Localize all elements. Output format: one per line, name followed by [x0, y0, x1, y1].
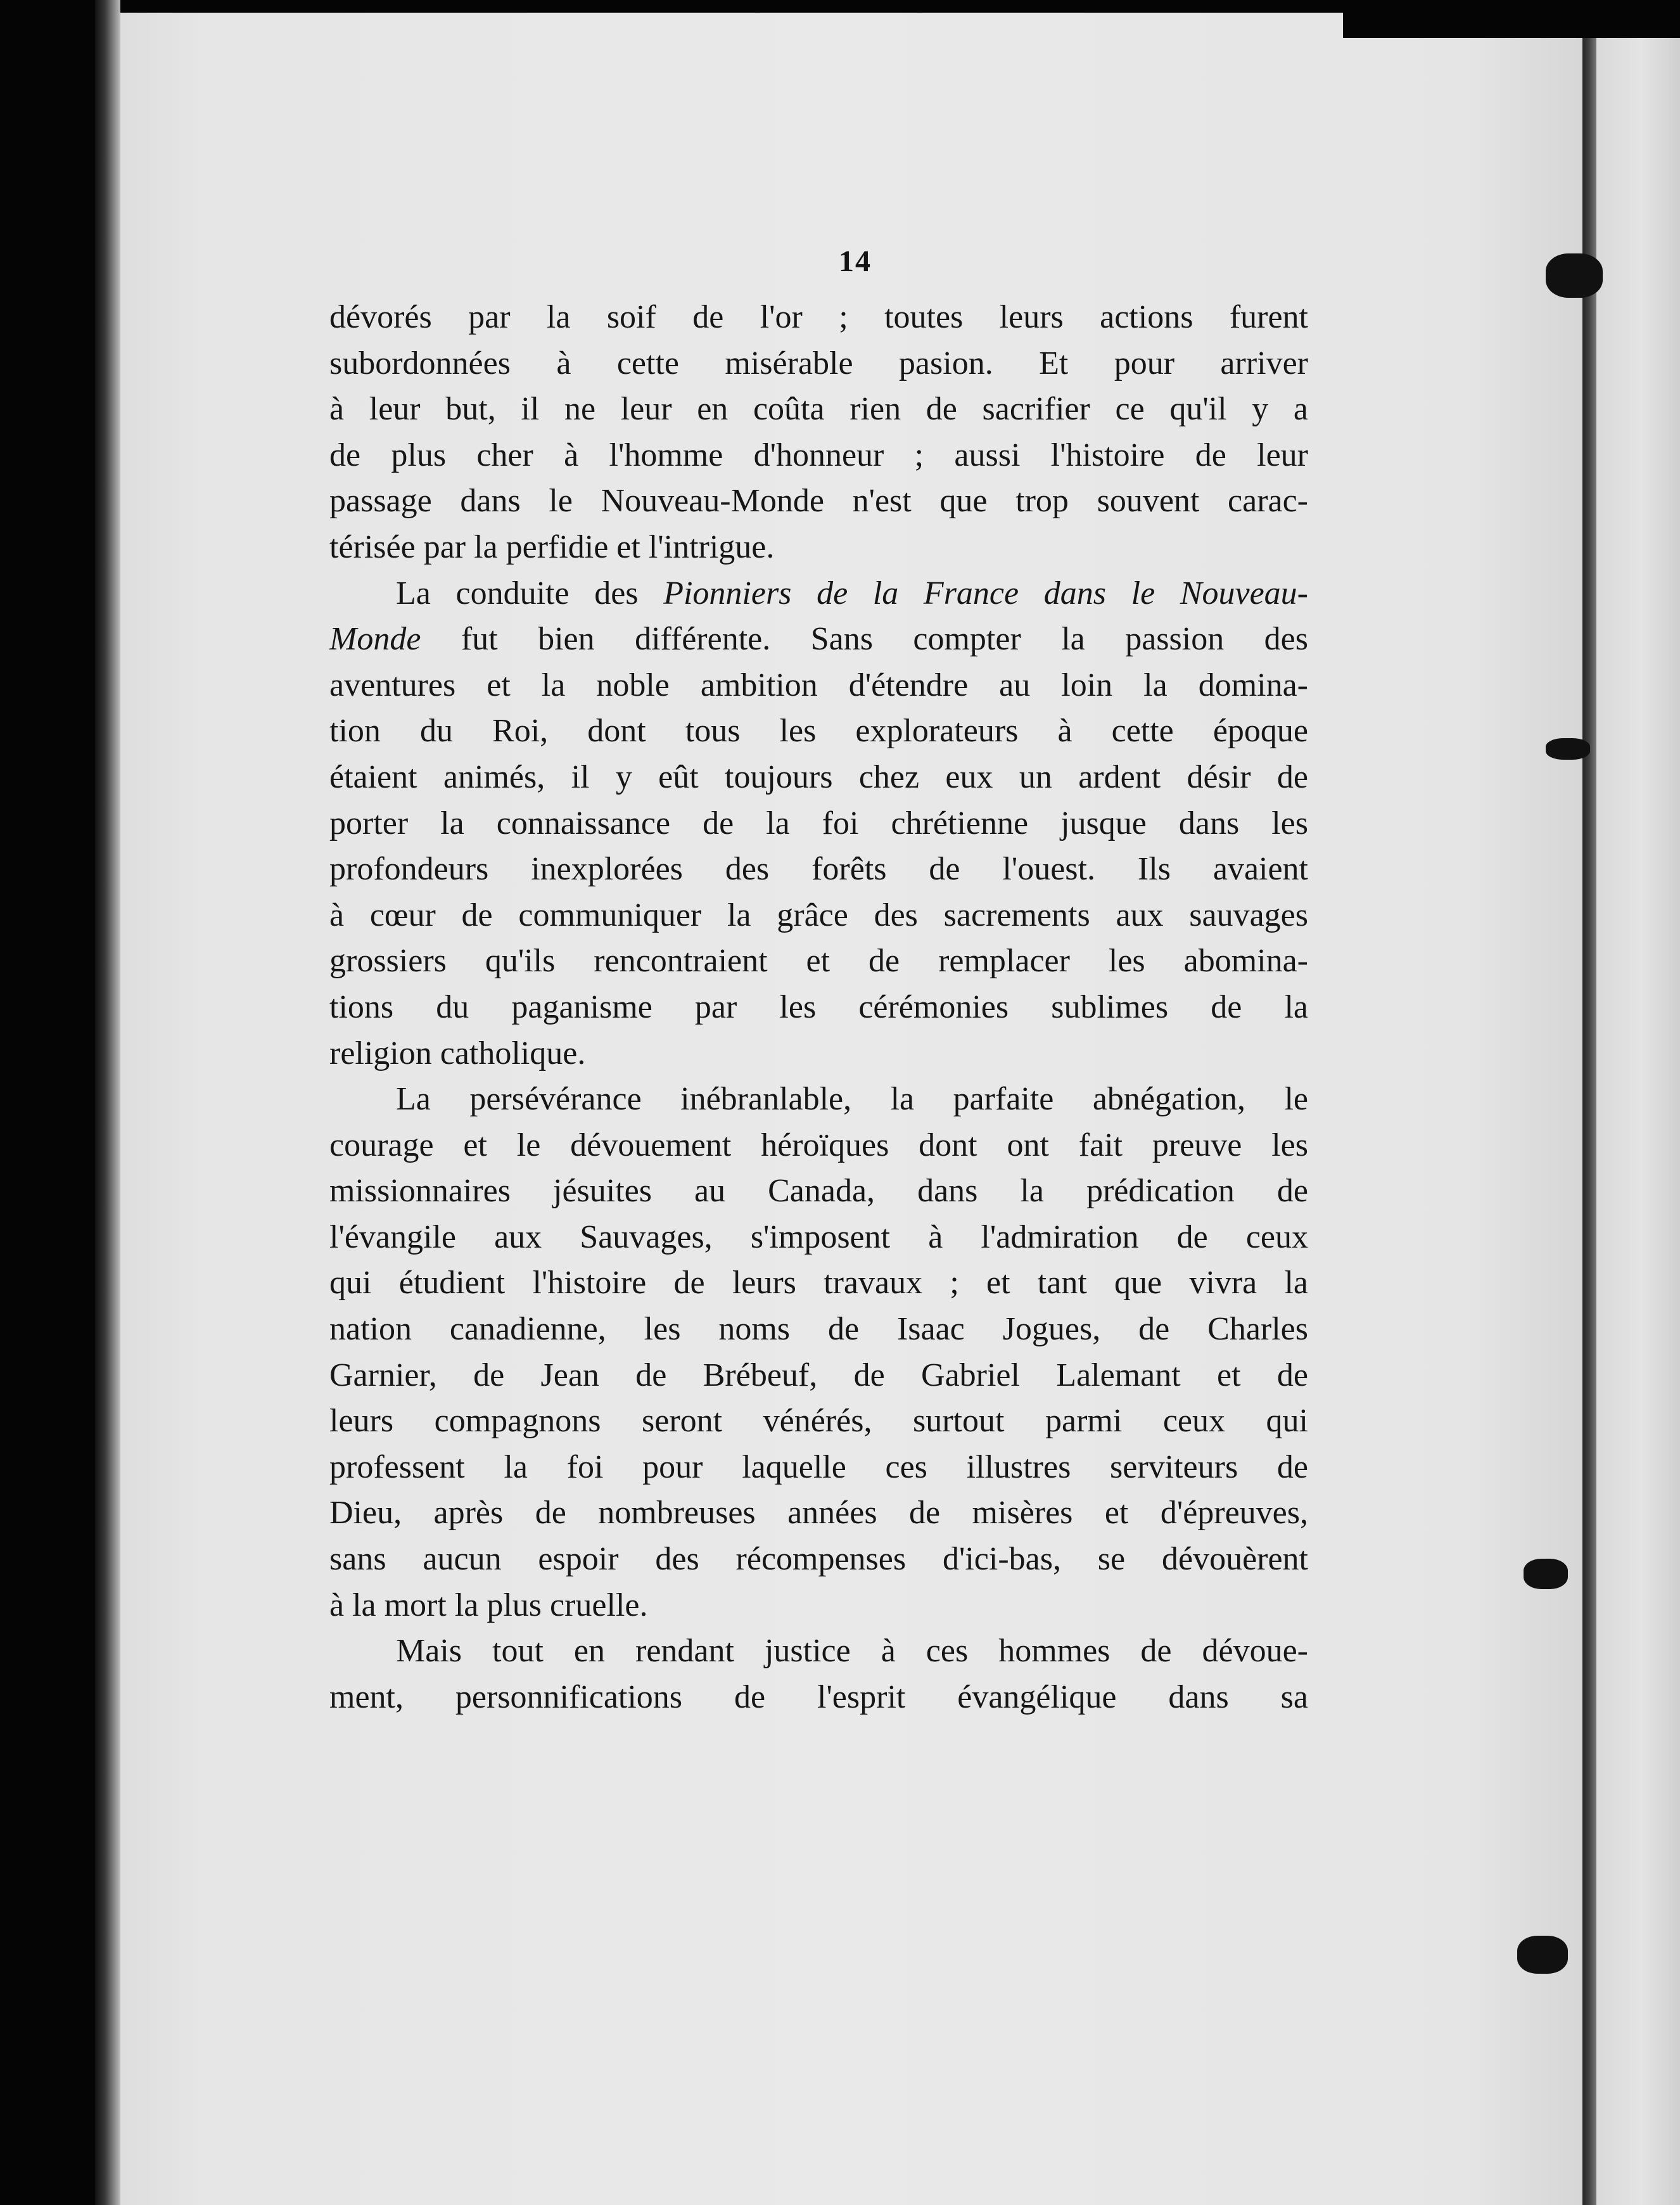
text-line: ment, personnifications de l'esprit évangélique dans sa — [329, 1678, 1308, 1715]
text-line: Garnier, de Jean de Brébeuf, de Gabriel Lalemant et de — [329, 1357, 1308, 1393]
page-number: 14 — [839, 245, 872, 278]
text-line: tions du paganisme par les cérémonies sublimes de la — [329, 988, 1308, 1025]
text-line: profondeurs inexplorées des forêts de l'ouest. Ils avaient — [329, 851, 1308, 888]
text-line: l'évangile aux Sauvages, s'imposent à l'admiration de ceux — [329, 1218, 1308, 1255]
scan-top-shadow — [1343, 0, 1680, 38]
binding-clip-mark — [1546, 253, 1603, 298]
text-line — [329, 617, 1308, 663]
text-line: à la mort la plus cruelle. — [329, 1587, 648, 1623]
text-line: professent la foi pour laquelle ces illustres serviteurs de — [329, 1448, 1308, 1485]
text-line: sans aucun espoir des récompenses d'ici-bas, se dévouèrent — [329, 1541, 1308, 1578]
text-line: missionnaires jésuites au Canada, dans la prédication de — [329, 1173, 1308, 1210]
text-line: subordonnées à cette misérable pasion. Et pour arriver — [329, 345, 1308, 381]
page-left-edge — [95, 0, 120, 2205]
text-line: religion catholique. — [329, 1035, 586, 1071]
text-line — [329, 571, 1308, 617]
binding-clip-mark — [1546, 738, 1590, 760]
binding-clip-mark — [1517, 1936, 1568, 1974]
binding-clip-mark — [1524, 1559, 1568, 1589]
text-line: nation canadienne, les noms de Isaac Jogues, de Charles — [329, 1311, 1308, 1348]
text-line: aventures et la noble ambition d'étendre au loin la domina- — [329, 667, 1308, 703]
text-line: dévorés par la soif de l'or ; toutes leurs actions furent — [329, 299, 1308, 335]
text-line: térisée par la perfidie et l'intrigue. — [329, 528, 775, 565]
text-line: leurs compagnons seront vénérés, surtout parmi ceux qui — [329, 1403, 1308, 1440]
text-line: à leur but, il ne leur en coûta rien de sacrifier ce qu'il y a — [329, 391, 1308, 428]
text-line: porter la connaissance de la foi chrétienne jusque dans les — [329, 805, 1308, 841]
italic-title: Pionniers de la France dans le Nouveau- — [663, 575, 1308, 611]
adjacent-page-strip — [1584, 25, 1680, 2205]
text-line: étaient animés, il y eût toujours chez eux un ardent désir de — [329, 758, 1308, 795]
text-line: Mais tout en rendant justice à ces hommes de dévoue- — [396, 1633, 1308, 1670]
text-line: passage dans le Nouveau-Monde n'est que trop souvent carac- — [329, 483, 1308, 520]
text-line: de plus cher à l'homme d'honneur ; aussi l'histoire de leur — [329, 437, 1308, 473]
text-line: Dieu, après de nombreuses années de misères et d'épreuves, — [329, 1495, 1308, 1531]
text-line: tion du Roi, dont tous les explorateurs à cette époque — [329, 713, 1308, 750]
text-line: courage et le dévouement héroïques dont ont fait preuve les — [329, 1127, 1308, 1163]
text-run: fut bien différente. Sans compter la passion des — [421, 621, 1308, 658]
text-line: qui étudient l'histoire de leurs travaux ; et tant que vivra la — [329, 1265, 1308, 1301]
text-line: La persévérance inébranlable, la parfaite abnégation, le — [396, 1081, 1308, 1118]
text-line: grossiers qu'ils rencontraient et de remplacer les abomina- — [329, 943, 1308, 980]
text-line: à cœur de communiquer la grâce des sacrements aux sauvages — [329, 897, 1308, 933]
italic-title: Monde — [329, 621, 421, 658]
binding-edge — [1582, 25, 1596, 2205]
text-run: La conduite des — [396, 575, 664, 611]
body-text — [329, 295, 1308, 1720]
